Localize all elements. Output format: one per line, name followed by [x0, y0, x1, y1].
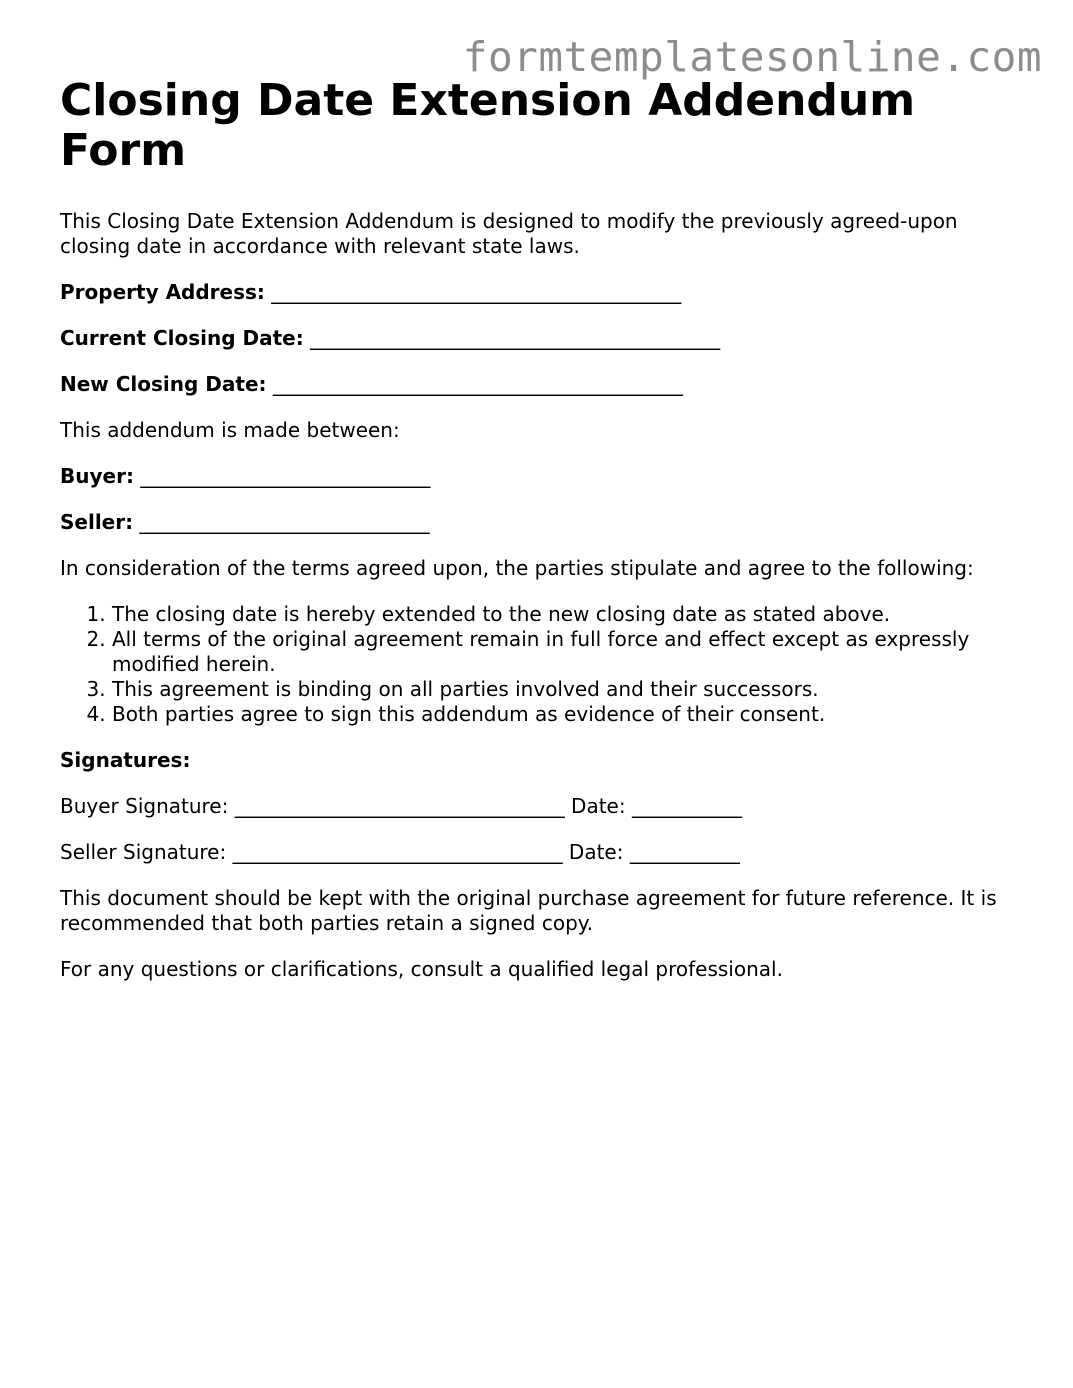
- property-address-blank[interactable]: _________________________________________: [271, 280, 682, 304]
- buyer-signature-line[interactable]: Buyer Signature: _________________________________ Date: ___________: [60, 794, 742, 818]
- list-item: 3. This agreement is binding on all parties involved and their successors.: [112, 677, 1030, 702]
- list-item: 4. Both parties agree to sign this addendum as evidence of their consent.: [112, 702, 1030, 727]
- seller-field[interactable]: [60, 510, 1030, 535]
- new-closing-date-label: New Closing Date:: [60, 372, 267, 396]
- seller-label: Seller:: [60, 510, 134, 534]
- closing-note: This document should be kept with the original purchase agreement for future reference. It is recommended that both parties retain a signed copy.: [60, 886, 997, 935]
- property-address-field[interactable]: [60, 280, 1030, 305]
- signatures-heading: Signatures:: [60, 748, 191, 772]
- between-text: This addendum is made between:: [60, 418, 400, 442]
- list-item: 2. All terms of the original agreement remain in full force and effect except as expressly modified herein.: [112, 627, 1030, 677]
- list-item: 1. The closing date is hereby extended to the new closing date as stated above.: [112, 602, 1030, 627]
- buyer-label: Buyer:: [60, 464, 134, 488]
- buyer-blank[interactable]: _____________________________: [140, 464, 431, 488]
- page-title: Closing Date Extension Addendum Form: [60, 75, 916, 176]
- consideration-text: In consideration of the terms agreed upon, the parties stipulate and agree to the following:: [60, 556, 974, 580]
- intro-paragraph: This Closing Date Extension Addendum is designed to modify the previously agreed-upon closing date in accordance with relevant state laws.: [60, 209, 958, 258]
- current-closing-date-label: Current Closing Date:: [60, 326, 304, 350]
- buyer-field[interactable]: [60, 464, 1030, 489]
- property-address-label: Property Address:: [60, 280, 265, 304]
- seller-signature-line[interactable]: Seller Signature: _________________________________ Date: ___________: [60, 840, 740, 864]
- terms-list: [60, 602, 1030, 727]
- watermark: formtemplatesonline.com: [462, 33, 1042, 81]
- current-closing-date-blank[interactable]: _________________________________________: [310, 326, 721, 350]
- new-closing-date-field[interactable]: [60, 372, 1030, 397]
- new-closing-date-blank[interactable]: _________________________________________: [272, 372, 683, 396]
- legal-advice-note: For any questions or clarifications, consult a qualified legal professional.: [60, 957, 783, 981]
- document-page: [60, 76, 1030, 982]
- seller-blank[interactable]: _____________________________: [139, 510, 430, 534]
- current-closing-date-field[interactable]: [60, 326, 1030, 351]
